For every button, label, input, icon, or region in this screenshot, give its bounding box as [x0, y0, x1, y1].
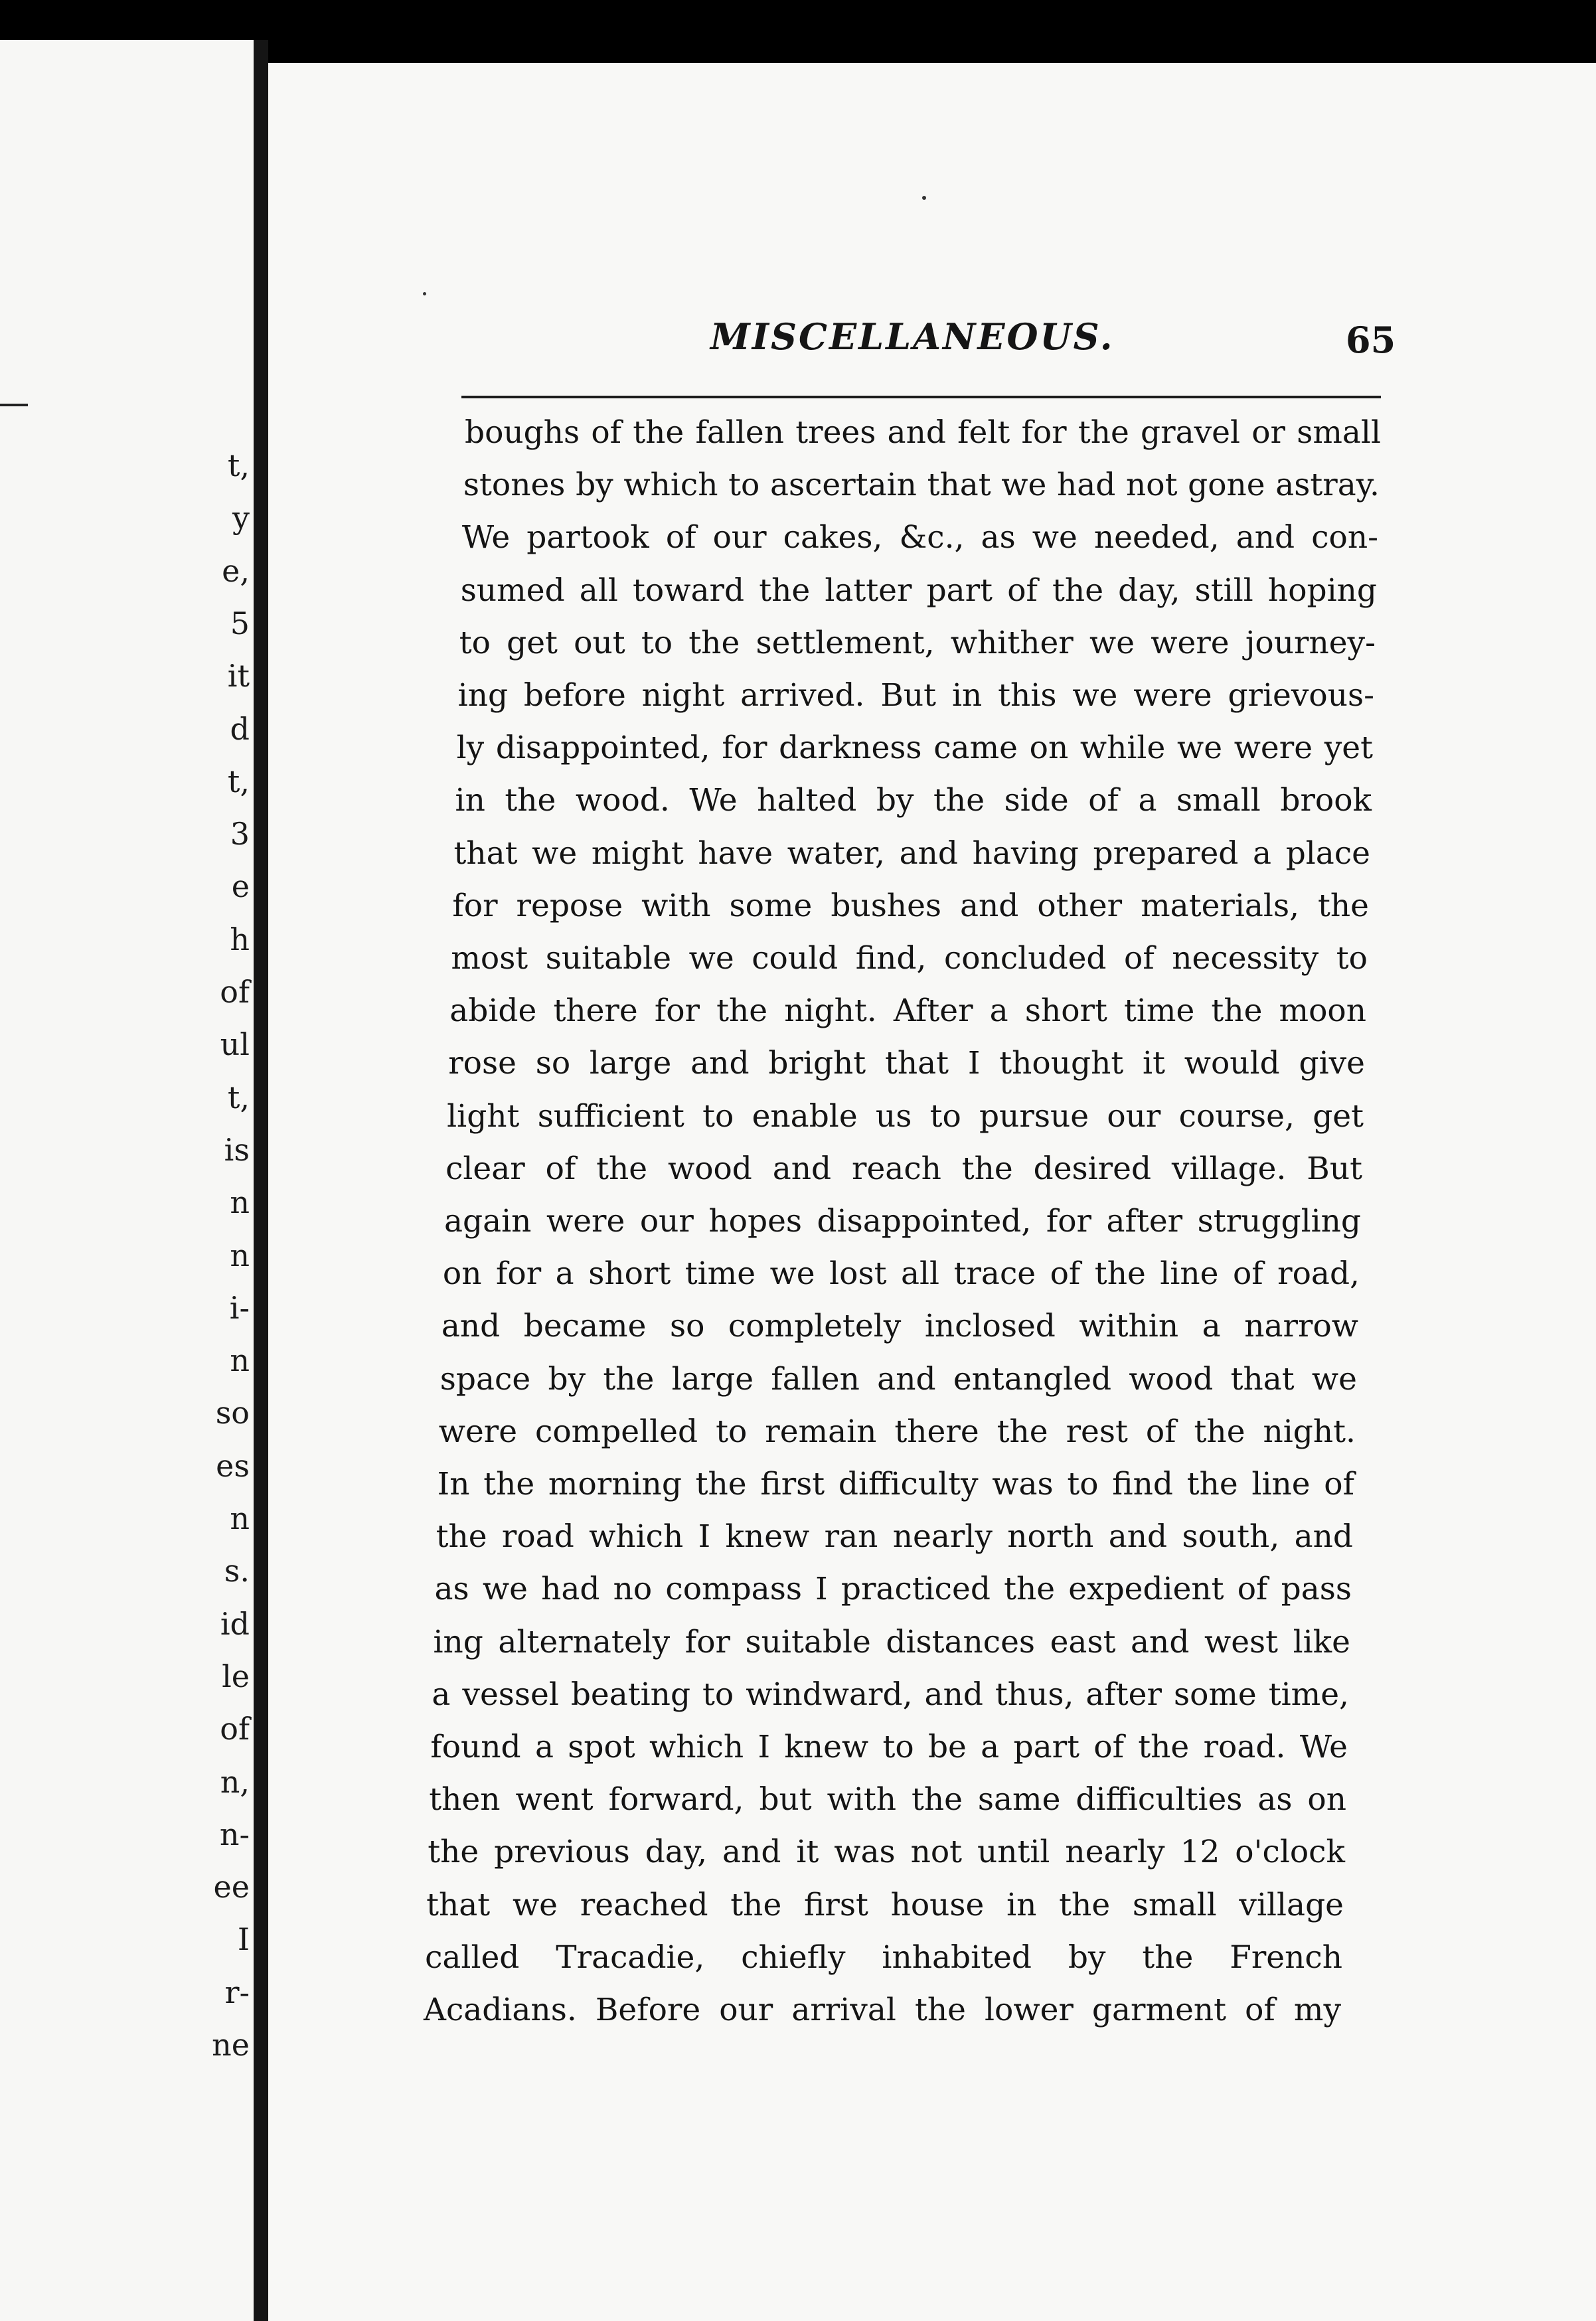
- left-page-fragment-text: i-: [229, 1289, 250, 1326]
- left-page-fragment-text: n: [230, 1500, 250, 1536]
- left-page-fragment-text: ne: [212, 2027, 250, 2063]
- left-page-fragment-text: it: [227, 658, 250, 694]
- left-page-fragment-text: n: [230, 1342, 250, 1379]
- left-page-fragment-text: r-: [224, 1974, 250, 2010]
- left-page-fragment: [0, 40, 254, 2321]
- left-page-fragment-text: e,: [222, 552, 250, 589]
- text-line: ing before night arrived. But in this we were grievous-: [457, 677, 1374, 714]
- text-line: most suitable we could find, concluded of necessity to: [451, 940, 1368, 977]
- left-page-fragment-text: h: [230, 921, 250, 957]
- left-page-fragment-text: t,: [227, 447, 250, 483]
- text-line: boughs of the fallen trees and felt for the gravel or small: [465, 414, 1381, 451]
- left-page-fragment-text: ee: [213, 1869, 250, 1905]
- text-line: ing alternately for suitable distances east and west like: [433, 1623, 1350, 1660]
- text-line: Acadians. Before our arrival the lower garment of my: [424, 1992, 1341, 2028]
- left-page-fragment-text: I: [237, 1921, 250, 1958]
- scan-speck: [922, 196, 926, 200]
- text-line: sumed all toward the latter part of the day, still hoping: [460, 572, 1377, 609]
- running-head: MISCELLANEOUS.: [710, 315, 1115, 358]
- text-line: on for a short time we lost all trace of the line of road,: [442, 1255, 1360, 1293]
- text-line: abide there for the night. After a short time the moon: [449, 993, 1366, 1030]
- header-rule: [461, 396, 1381, 398]
- text-line: space by the large fallen and entangled wood that we: [439, 1360, 1357, 1398]
- text-line: for repose with some bushes and other materials, the: [452, 887, 1369, 924]
- text-line: We partook of our cakes, &c., as we needed, and con-: [461, 519, 1378, 556]
- left-page-fragment-text: so: [215, 1395, 250, 1431]
- text-line: as we had no compass I practiced the expedient of pass: [434, 1571, 1352, 1608]
- text-line: again were our hopes disappointed, for after struggling: [444, 1203, 1361, 1240]
- left-page-fragment-text: e: [231, 868, 250, 905]
- text-line: stones by which to ascertain that we had not gone astray.: [463, 467, 1380, 504]
- text-line: that we reached the first house in the small village: [426, 1886, 1344, 1923]
- left-page-rule: [0, 404, 28, 406]
- left-page-fragment-text: y: [232, 500, 250, 536]
- left-page-fragment-text: s.: [224, 1553, 250, 1589]
- text-line: to get out to the settlement, whither we were journey-: [459, 624, 1376, 661]
- left-page-fragment-text: t,: [227, 763, 250, 799]
- left-page-fragment-text: le: [222, 1658, 250, 1694]
- left-page-fragment-text: 3: [230, 816, 250, 852]
- text-line: were compelled to remain there the rest of the night.: [438, 1413, 1356, 1450]
- text-line: found a spot which I knew to be a part of the road. We: [430, 1729, 1348, 1765]
- text-line: then went forward, but with the same difficulties as on: [429, 1781, 1346, 1818]
- text-line: that we might have water, and having prepared a place: [453, 835, 1370, 872]
- page-number: 65: [1346, 319, 1396, 361]
- text-line: a vessel beating to windward, and thus, after some time,: [432, 1676, 1349, 1713]
- text-line: the road which I knew ran nearly north and south, and: [436, 1518, 1353, 1556]
- left-page-fragment-text: n,: [220, 1763, 250, 1800]
- left-page-fragment-text: n-: [219, 1816, 250, 1852]
- text-line: In the morning the first difficulty was to find the line of: [437, 1466, 1354, 1502]
- text-line: called Tracadie, chiefly inhabited by the French: [425, 1939, 1342, 1976]
- text-line: the previous day, and it was not until nearly 12 o'clock: [428, 1834, 1345, 1871]
- text-line: rose so large and bright that I thought it would give: [448, 1045, 1365, 1082]
- text-line: in the wood. We halted by the side of a small brook: [455, 782, 1372, 819]
- right-page: [268, 63, 1596, 2321]
- left-page-fragment-text: is: [224, 1131, 250, 1168]
- left-page-fragment-text: d: [230, 710, 250, 747]
- text-line: ly disappointed, for darkness came on while we were yet: [456, 730, 1373, 767]
- left-page-fragment-text: of: [220, 974, 250, 1010]
- text-line: light sufficient to enable us to pursue our course, get: [447, 1097, 1364, 1135]
- left-page-fragment-text: ul: [220, 1026, 250, 1063]
- left-page-fragment-text: n: [230, 1184, 250, 1221]
- text-line: and became so completely inclosed within a narrow: [441, 1308, 1358, 1345]
- left-page-fragment-text: of: [220, 1711, 250, 1747]
- left-page-fragment-text: t,: [227, 1079, 250, 1115]
- left-page-fragment-text: n: [230, 1237, 250, 1273]
- scan-speck: [423, 292, 426, 295]
- text-line: clear of the wood and reach the desired village. But: [445, 1150, 1362, 1187]
- left-page-fragment-text: id: [220, 1605, 250, 1642]
- left-page-fragment-text: 5: [230, 605, 250, 641]
- left-page-fragment-text: es: [216, 1447, 250, 1484]
- book-gutter: [254, 40, 268, 2321]
